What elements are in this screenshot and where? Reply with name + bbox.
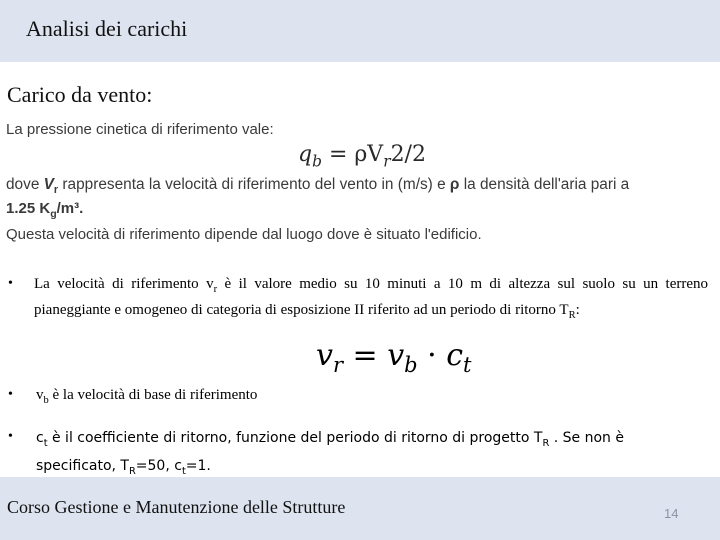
- bullet-return-coefficient: $c_t$ è il coefficiente di ritorno, funzione del periodo di ritorno di progetto $T_R$ . Se non è specificato, $T_R=50$, $c_t=1$.: [36, 430, 624, 477]
- velocity-formula: $v_r = v_b \cdot c_t$: [316, 338, 472, 377]
- page-title: Analisi dei carichi: [26, 16, 188, 41]
- bullet-marker: •: [8, 429, 13, 444]
- pressure-formula: $q_b = \rho V_r2/2$: [298, 142, 426, 171]
- scan-line-3: 1.25 $K_g/m^3$.: [6, 200, 84, 220]
- page-number: 14: [664, 506, 679, 521]
- header-band: [0, 0, 720, 62]
- bullet-reference-velocity: La velocità di riferimento $v_r$ è il valore medio su 10 minuti a 10 m di altezza sul suolo su un terreno pianeggiante e omogeneo di categoria di esposizione II riferito ad un periodo di ritorno $T_R$:: [34, 276, 708, 321]
- section-title: Carico da vento:: [7, 82, 153, 107]
- scan-line-4: Questa velocità di riferimento dipende dal luogo dove è situato l'edificio.: [6, 226, 482, 243]
- footer-course-title: Corso Gestione e Manutenzione delle Strutture: [7, 497, 346, 517]
- scan-line-1: La pressione cinetica di riferimento vale:: [6, 121, 274, 138]
- bullet-marker: •: [8, 276, 13, 291]
- scanned-text-block: [6, 116, 630, 246]
- bullet-marker: •: [8, 387, 13, 402]
- bullet-base-velocity: $v_b$ è la velocità di base di riferimento: [36, 387, 258, 406]
- scan-line-2: dove $V_r$ rappresenta la velocità di riferimento del vento in (m/s) e ρ la densità dell'aria pari a: [6, 176, 630, 197]
